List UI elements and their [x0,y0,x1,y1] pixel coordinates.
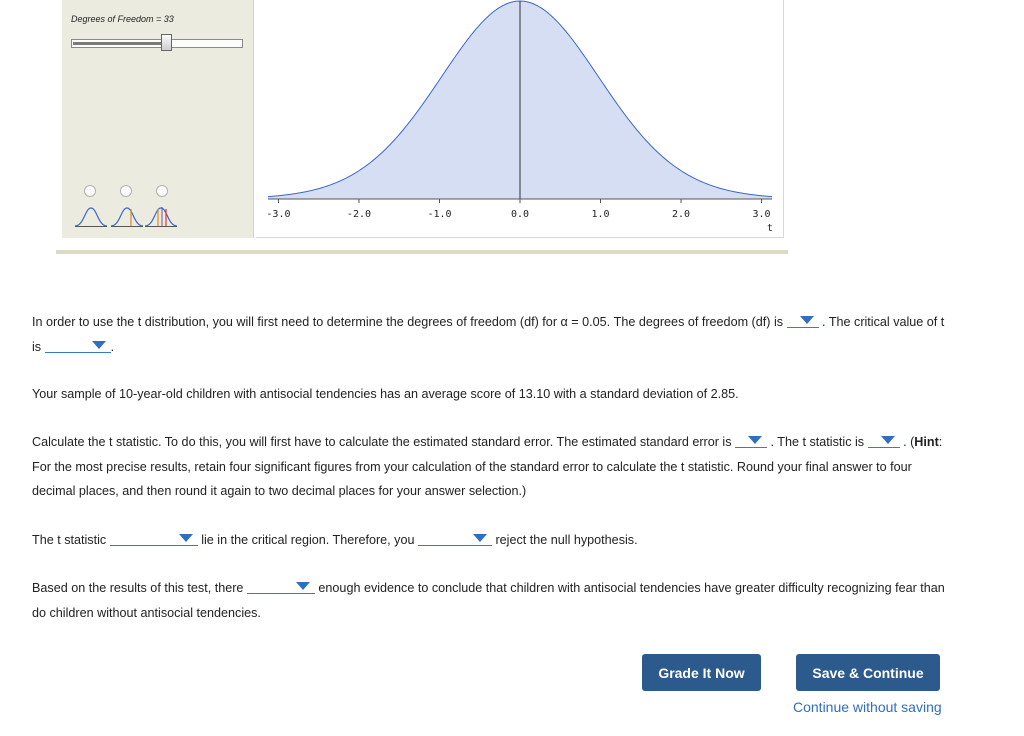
reject-decision-dropdown[interactable] [418,531,492,546]
standard-error-dropdown[interactable] [735,433,767,448]
question-degrees-of-freedom [32,310,952,359]
x-tick-label: 3.0 [752,209,771,220]
chevron-down-icon [748,436,762,444]
x-tick-label: -2.0 [346,209,372,220]
two-tailed-distribution-icon[interactable] [110,205,144,229]
chevron-down-icon [296,582,310,590]
question-conclusion [32,576,952,625]
evidence-dropdown[interactable] [247,579,315,594]
radio-distribution-3[interactable] [156,185,168,197]
q3-text-b: . The t statistic is [770,435,865,449]
degrees-of-freedom-label: Degrees of Freedom = 33 [71,14,174,24]
critical-region-distribution-icon[interactable] [144,205,178,229]
x-tick-label: 1.0 [591,209,610,220]
q4-text-b: lie in the critical region. Therefore, you [201,533,415,547]
x-axis-label: t [766,223,774,234]
hint-label: Hint [914,435,939,449]
question-critical-region [32,528,952,553]
q1-text-a: In order to use the t distribution, you will first need to determine the degrees of freedom (df) for α = 0.05. The degrees of freedom (df) is [32,315,784,329]
chevron-down-icon [473,534,487,542]
slider-fill [73,42,163,45]
q1-text-b: . The critical value of t is [32,315,945,354]
slider-thumb[interactable] [161,34,172,51]
critical-t-dropdown[interactable] [45,338,111,353]
t-distribution-plot [256,0,784,238]
x-tick-label: 0.0 [510,209,530,220]
critical-region-dropdown[interactable] [110,531,198,546]
distribution-control-panel [62,0,254,238]
radio-distribution-1[interactable] [84,185,96,197]
chevron-down-icon [800,316,814,324]
chevron-down-icon [881,436,895,444]
one-tailed-distribution-icon[interactable] [74,205,108,229]
q1-text-c: . [110,339,115,354]
save-and-continue-button[interactable]: Save & Continue [796,654,940,691]
x-tick-label: -3.0 [266,209,291,220]
q3-text-a: Calculate the t statistic. To do this, you will first have to calculate the estimated standard error. The estimated standard error is [32,435,732,449]
q3-text-d: : For the most precise results, retain four significant figures from your calculation of the standard error to calculate the t statistic. Round your final answer to four decimal places, and then round it again to two decimal places for your answer selection.) [32,435,943,498]
x-tick-label: 2.0 [671,209,691,220]
radio-distribution-2[interactable] [120,185,132,197]
continue-without-saving-link[interactable]: Continue without saving [793,699,942,715]
chevron-down-icon [92,341,106,349]
q4-text-c: reject the null hypothesis. [495,533,638,547]
question-t-statistic [32,430,952,504]
grade-it-now-button[interactable]: Grade It Now [642,654,761,691]
x-tick-label: -1.0 [427,209,452,220]
q3-text-c: . ( [903,435,915,449]
applet-divider [56,250,788,254]
sample-description [32,382,952,407]
q5-text-a: Based on the results of this test, there [32,581,244,595]
df-dropdown[interactable] [787,313,819,328]
q4-text-a: The t statistic [32,533,107,547]
q2-text: Your sample of 10-year-old children with antisocial tendencies has an average score of 13.10 with a standard deviation of 2.85. [32,387,739,401]
degrees-of-freedom-slider[interactable] [71,39,243,48]
t-distribution-chart [256,0,784,238]
chevron-down-icon [179,534,193,542]
t-statistic-dropdown[interactable] [868,433,900,448]
q5-text-b: enough evidence to conclude that children with antisocial tendencies have greater difficulty recognizing fear than do children without antisocial tendencies. [32,581,945,620]
